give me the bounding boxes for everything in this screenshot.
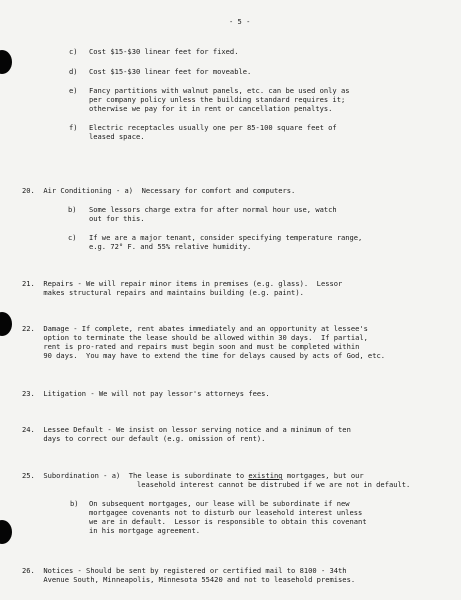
item-text: out for this. xyxy=(89,214,145,223)
item-text: otherwise we pay for it in rent or cancellation penaltys. xyxy=(89,104,333,113)
page-number: - 5 - xyxy=(229,17,251,26)
section-number: 25. xyxy=(22,471,35,480)
item-text: If we are a major tenant, consider specifying temperature range, xyxy=(89,233,363,242)
item-text: Cost $15-$30 linear feet for moveable. xyxy=(89,67,252,76)
emphasized-word: existing xyxy=(248,471,283,480)
item-label: c) xyxy=(68,233,77,242)
section-24-text: 24. Lessee Default - We insist on lessor serving notice and a minimum of ten xyxy=(22,425,351,434)
item-text: per company policy unless the building standard requires it; xyxy=(89,95,346,104)
section-title: Subordination - a) xyxy=(43,471,121,480)
section-22-text: rent is pro-rated and repairs must begin soon and must be completed within xyxy=(22,342,360,351)
section-25-text: leasehold interest cannot be distrubed if we are not in default. xyxy=(137,480,411,489)
section-22-text: option to terminate the lease should be allowed within 30 days. If partial, xyxy=(22,333,368,342)
item-text: Fancy partitions with walnut panels, etc. can be used only as xyxy=(89,86,350,95)
item-text: mortgagee covenants not to disturb our leasehold interest unless xyxy=(89,508,363,517)
binder-hole xyxy=(0,520,12,544)
section-22-text: 22. Damage - If complete, rent abates immediately and an opportunity at lessee's xyxy=(22,324,368,333)
section-24-text: days to correct our default (e.g. omission of rent). xyxy=(22,434,266,443)
binder-hole xyxy=(0,50,12,74)
item-text: leased space. xyxy=(89,132,145,141)
item-label: e) xyxy=(69,86,78,95)
section-22-text: 90 days. You may have to extend the time for delays caused by acts of God, etc. xyxy=(22,351,386,360)
item-text: e.g. 72° F. and 55% relative humidity. xyxy=(89,242,252,251)
item-label: c) xyxy=(69,47,78,56)
item-text: Electric receptacles usually one per 85-100 square feet of xyxy=(89,123,337,132)
item-text: On subsequent mortgages, our lease will be subordinate if new xyxy=(89,499,350,508)
section-text: The lease is subordinate to xyxy=(128,471,249,480)
section-25-line xyxy=(22,471,364,480)
binder-hole xyxy=(0,312,12,336)
section-21-text: 21. Repairs - We will repair minor items in premises (e.g. glass). Lessor xyxy=(22,279,343,288)
item-text: we are in default. Lessor is responsible to obtain this covenant xyxy=(89,517,367,526)
section-text: mortgages, but our xyxy=(282,471,364,480)
item-text: Some lessors charge extra for after normal hour use, watch xyxy=(89,205,337,214)
section-26-text: Avenue South, Minneapolis, Minnesota 55420 and not to leasehold premises. xyxy=(22,575,356,584)
item-label: f) xyxy=(69,123,78,132)
section-21-text: makes structural repairs and maintains building (e.g. paint). xyxy=(22,288,304,297)
item-label: d) xyxy=(69,67,78,76)
item-label: b) xyxy=(68,205,77,214)
item-text: in his mortgage agreement. xyxy=(89,526,201,535)
section-20-heading: 20. Air Conditioning - a) Necessary for comfort and computers. xyxy=(22,186,296,195)
section-26-text: 26. Notices - Should be sent by registered or certified mail to 8100 - 34th xyxy=(22,566,347,575)
item-text: Cost $15-$30 linear feet for fixed. xyxy=(89,47,239,56)
section-23-text: 23. Litigation - We will not pay lessor's attorneys fees. xyxy=(22,389,270,398)
item-label: b) xyxy=(70,499,79,508)
